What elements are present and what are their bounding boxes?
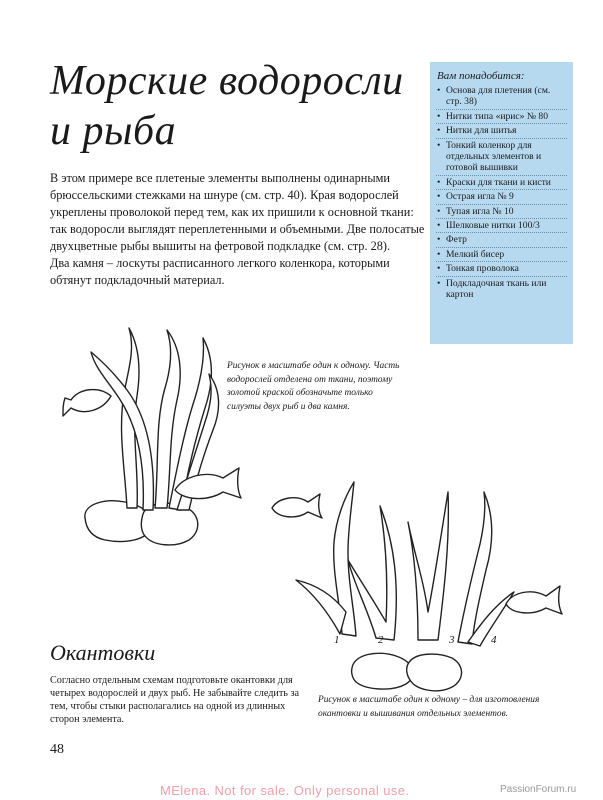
section-heading: Окантовки: [50, 640, 156, 665]
seaweed-piece-3: [408, 492, 448, 640]
materials-item: • Шелковые нитки 100/3: [436, 218, 567, 232]
intro-paragraph-2: Два камня – лоскуты расписанного легкого коленкора, которыми обтянут подкладочный материал.: [50, 256, 390, 287]
materials-item: • Острая игла № 9: [436, 189, 567, 203]
materials-item: • Фетр: [436, 232, 567, 246]
section-text: Согласно отдельным схемам подготовьте окантовки для четырех водорослей и двух рыб. Не забывайте следить за тем, чтобы стыки располагались на одной из длинных сторон элемента.: [50, 675, 300, 725]
seaweed-figure-2: [268, 472, 568, 694]
piece-number: 2: [378, 634, 384, 646]
intro-text: [50, 170, 426, 289]
site-watermark: PassionForum.ru: [500, 784, 577, 795]
watermark: MElena. Not for sale. Only personal use.: [160, 783, 410, 798]
title-line-1: Морские водоросли: [50, 58, 404, 104]
materials-item: • Нитки типа «ирис» № 80: [436, 109, 567, 123]
materials-item: • Тонкий коленкор для отдельных элементов и готовой вышивки: [436, 138, 567, 175]
intro-paragraph-1: В этом примере все плетеные элементы выполнены одинарными брюссельскими стежками на шнуре (см. стр. 40). Края водорослей укреплены проволокой перед тем, как их пришили к основной ткани: так водоросли выглядят переплетенными и объемными. Две полосатые двухцветные рыбы вышиты на фетровой подкладке (см. стр. 28).: [50, 171, 425, 253]
piece-number: 1: [334, 634, 340, 646]
materials-heading: Вам понадобится:: [437, 70, 525, 82]
stone-right: [407, 654, 462, 691]
materials-item: • Нитки для шитья: [436, 123, 567, 137]
figure-1-caption: Рисунок в масштабе один к одному. Часть водорослей отделена от ткани, поэтому золотой краской обозначьте только силуэты двух рыб и два камня.: [227, 361, 400, 412]
materials-item: • Тупая игла № 10: [436, 204, 567, 218]
title-line-2: и рыба: [50, 108, 177, 154]
materials-item: • Подкладочная ткань или картон: [436, 276, 567, 302]
fish-body: [63, 390, 111, 416]
materials-list: [430, 84, 573, 302]
seaweed-figure-1: [55, 318, 255, 558]
stone-left: [352, 653, 413, 689]
piece-number: 3: [449, 634, 455, 646]
materials-item: • Основа для плетения (см. стр. 38): [436, 84, 567, 109]
page-number: 48: [50, 742, 64, 757]
materials-item: • Мелкий бисер: [436, 247, 567, 261]
piece-number: 4: [491, 634, 497, 646]
materials-item: • Краски для ткани и кисти: [436, 175, 567, 189]
seaweed-piece-2: [348, 506, 396, 640]
page-title: [50, 56, 410, 156]
materials-box: [430, 62, 573, 344]
fish-small: [272, 494, 322, 518]
fish-small: [506, 586, 562, 614]
figure-2-caption: Рисунок в масштабе один к одному – для изготовления окантовки и вышивания отдельных элементов.: [318, 695, 540, 719]
materials-item: • Тонкая проволока: [436, 261, 567, 275]
